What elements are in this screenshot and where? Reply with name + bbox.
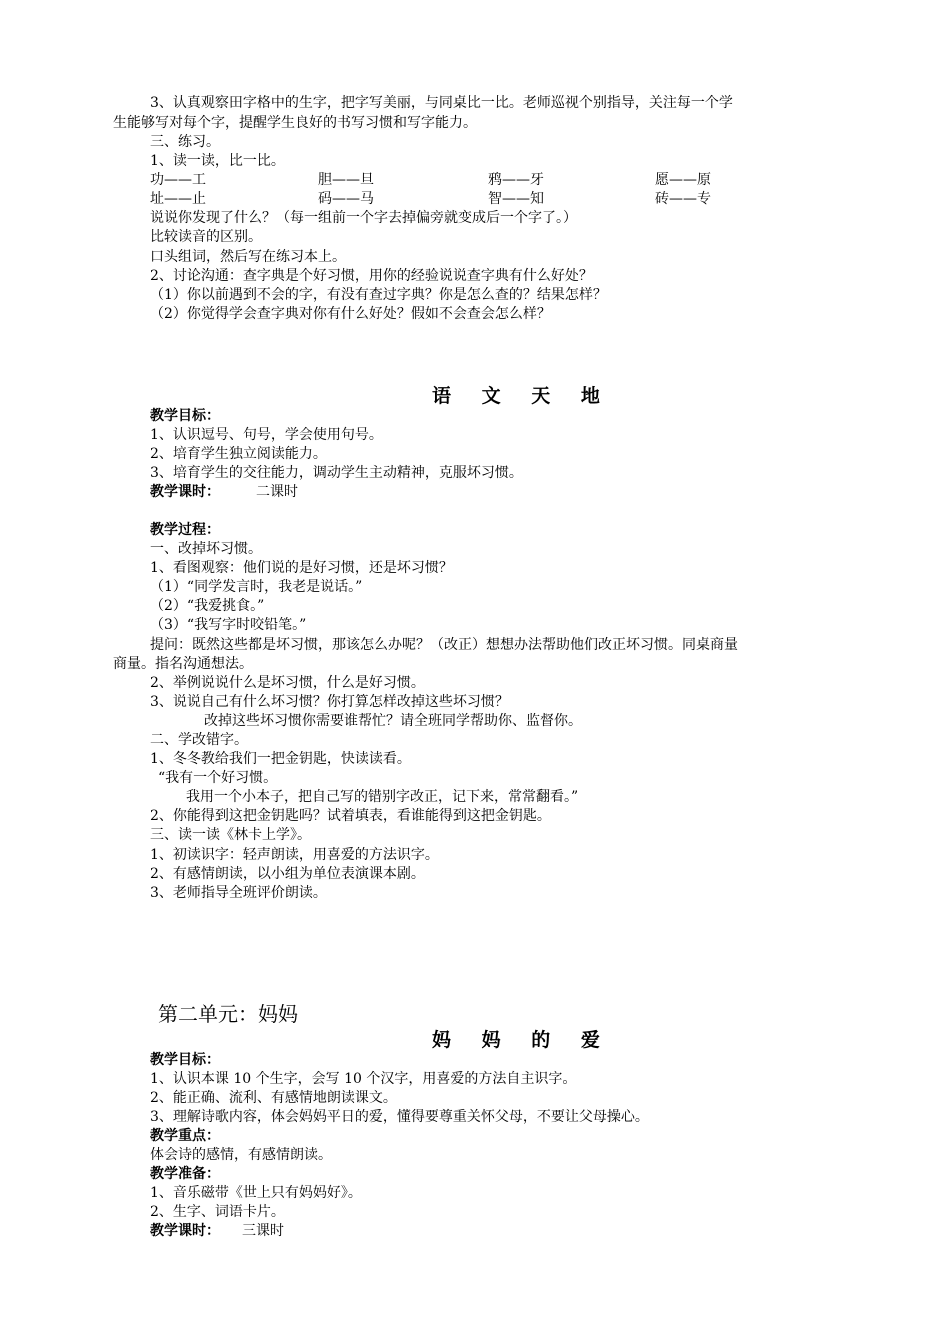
question-1: （1）你以前遇到不会的字，有没有查过字典？你是怎么查的？结果怎样？ — [150, 287, 607, 303]
quote-line: 我用一个小本子，把自己写的错别字改正，记下来，常常翻看。” — [186, 789, 579, 805]
prep-item: 2、生字、词语卡片。 — [150, 1204, 285, 1220]
discover-text: 说说你发现了什么？（每一组前一个字去掉偏旁就变成后一个字了。） — [150, 210, 577, 226]
step-heading: 三、读一读《林卡上学》。 — [150, 827, 311, 843]
goal-label: 教学目标： — [150, 1052, 220, 1068]
habit-example: （1）“同学发言时，我老是说话。” — [150, 579, 363, 595]
step-item: 1、看图观察：他们说的是好习惯，还是坏习惯？ — [150, 560, 453, 576]
compare-cell: 胆——旦 — [318, 172, 374, 188]
oral-text: 口头组词，然后写在练习本上。 — [150, 249, 346, 265]
step-heading: 一、改掉坏习惯。 — [150, 541, 262, 557]
step-item: 2、你能得到这把金钥匙吗？试着填表，看谁能得到这把金钥匙。 — [150, 808, 551, 824]
goal-item: 2、培育学生独立阅读能力。 — [150, 446, 327, 462]
hours-row — [150, 1222, 284, 1240]
exercise-2: 2、讨论沟通：查字典是个好习惯，用你的经验说说查字典有什么好处？ — [150, 268, 593, 284]
goal-item: 3、理解诗歌内容，体会妈妈平日的爱，懂得要尊重关怀父母，不要让父母操心。 — [150, 1109, 649, 1125]
unit-heading: 第二单元：妈妈 — [158, 1002, 298, 1026]
key-value: 体会诗的感情，有感情朗读。 — [150, 1147, 332, 1163]
goal-item: 1、认识本课 10 个生字，会写 10 个汉字，用喜爱的方法自主识字。 — [150, 1071, 577, 1087]
ask-line1: 提问：既然这些都是坏习惯，那该怎么办呢？（改正）想想办法帮助他们改正坏习惯。同桌商量 — [150, 637, 738, 653]
compare-cell: 鸦——牙 — [488, 172, 544, 188]
process-label: 教学过程： — [150, 522, 220, 538]
compare-cell: 码——马 — [318, 191, 374, 207]
step-item: 1、冬冬教给我们一把金钥匙，快读读看。 — [150, 751, 411, 767]
compare-cell: 功——工 — [150, 172, 206, 188]
pronounce-text: 比较读音的区别。 — [150, 229, 262, 245]
lesson-title: 妈 妈 的 爱 — [432, 1029, 612, 1051]
goal-label: 教学目标： — [150, 408, 220, 424]
compare-cell: 址——止 — [150, 191, 206, 207]
section-practice-heading: 三、练习。 — [150, 134, 220, 150]
hours-value: 三课时 — [242, 1223, 284, 1239]
hours-row — [150, 483, 298, 501]
paragraph-3-line2: 生能够写对每个字，提醒学生良好的书写习惯和写字能力。 — [113, 115, 477, 131]
lesson-title: 语 文 天 地 — [432, 385, 612, 407]
prep-item: 1、音乐磁带《世上只有妈妈好》。 — [150, 1185, 362, 1201]
key-label: 教学重点： — [150, 1128, 220, 1144]
question-2: （2）你觉得学会查字典对你有什么好处？假如不会查会怎么样？ — [150, 306, 551, 322]
compare-cell: 砖——专 — [655, 191, 711, 207]
step-item-continued: 改掉这些坏习惯你需要谁帮忙？请全班同学帮助你、监督你。 — [204, 713, 582, 729]
compare-cell: 智——知 — [488, 191, 544, 207]
goal-item: 1、认识逗号、句号，学会使用句号。 — [150, 427, 383, 443]
goal-item: 3、培育学生的交往能力，调动学生主动精神，克服坏习惯。 — [150, 465, 523, 481]
habit-example: （2）“我爱挑食。” — [150, 598, 265, 614]
step-item: 3、老师指导全班评价朗读。 — [150, 885, 327, 901]
hours-label: 教学课时： — [150, 484, 220, 500]
quote-line: “我有一个好习惯。 — [158, 770, 278, 786]
exercise-1: 1、读一读，比一比。 — [150, 153, 285, 169]
goal-item: 2、能正确、流利、有感情地朗读课文。 — [150, 1090, 397, 1106]
compare-cell: 愿——原 — [655, 172, 711, 188]
step-item: 2、举例说说什么是坏习惯，什么是好习惯。 — [150, 675, 425, 691]
hours-label: 教学课时： — [150, 1223, 220, 1239]
step-item: 1、初读识字：轻声朗读，用喜爱的方法识字。 — [150, 847, 439, 863]
paragraph-3-line1: 3、认真观察田字格中的生字，把字写美丽，与同桌比一比。老师巡视个别指导，关注每一个学 — [150, 95, 733, 111]
ask-line2: 商量。指名沟通想法。 — [113, 656, 253, 672]
step-item: 3、说说自己有什么坏习惯？你打算怎样改掉这些坏习惯？ — [150, 694, 509, 710]
habit-example: （3）“我写字时咬铅笔。” — [150, 617, 307, 633]
prep-label: 教学准备： — [150, 1166, 220, 1182]
hours-value: 二课时 — [256, 484, 298, 500]
step-heading: 二、学改错字。 — [150, 732, 248, 748]
step-item: 2、有感情朗读，以小组为单位表演课本剧。 — [150, 866, 425, 882]
